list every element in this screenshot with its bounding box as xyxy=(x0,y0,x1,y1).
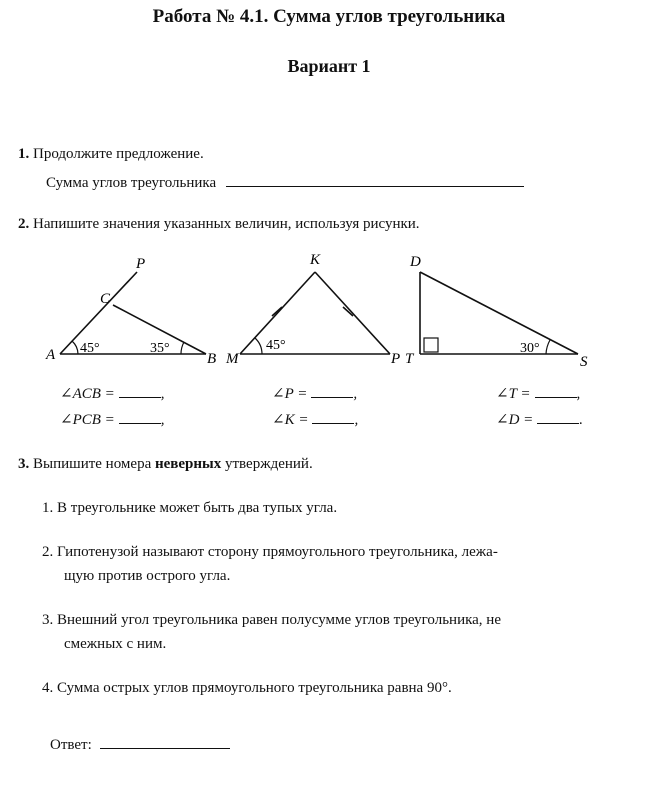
label-s: S xyxy=(580,354,588,370)
answer-pcb-label: ∠PCB = xyxy=(60,412,115,428)
statement-4-text: Сумма острых углов прямоугольного треугольника равна 90°. xyxy=(57,680,452,696)
label-m: M xyxy=(226,351,239,367)
figure2-triangle-mkp xyxy=(225,252,400,367)
right-angle-mark xyxy=(424,338,438,352)
statement-2-number: 2. xyxy=(42,544,54,560)
angle-s-arc xyxy=(546,340,550,354)
segment-ds xyxy=(420,272,578,354)
answer-acb: ∠ACB = , xyxy=(60,386,165,402)
task3-text-bold: неверных xyxy=(154,456,222,472)
statement-1-number: 1. xyxy=(42,500,54,516)
task1-number: 1. xyxy=(18,146,30,162)
answer-label: Ответ: xyxy=(50,737,92,753)
answer-p: ∠P = , xyxy=(272,386,358,402)
answer-t-label: ∠T = xyxy=(496,386,531,402)
statement-2 xyxy=(42,544,498,561)
statement-3-text: Внешний угол треугольника равен полусумме углов треугольника, не xyxy=(57,612,501,628)
statement-1 xyxy=(42,500,337,517)
answer-k-blank[interactable] xyxy=(312,411,354,424)
task3-answer-blank[interactable] xyxy=(100,734,230,749)
answer-t: ∠T = , xyxy=(496,386,581,402)
statement-4-number: 4. xyxy=(42,680,54,696)
angle-a-arc xyxy=(72,341,78,354)
label-t: T xyxy=(405,351,414,367)
angle-b-value: 35° xyxy=(150,341,170,356)
task2-number: 2. xyxy=(18,216,30,232)
statement-3-number: 3. xyxy=(42,612,54,628)
answer-d-blank[interactable] xyxy=(537,411,579,424)
label-p2: P xyxy=(391,351,401,367)
task1-prompt: Сумма углов треугольника xyxy=(46,175,217,191)
statement-3-cont: смежных с ним. xyxy=(64,636,167,652)
answer-k-label: ∠K = xyxy=(272,412,309,428)
answer-d-label: ∠D = xyxy=(496,412,534,428)
label-d: D xyxy=(410,254,421,270)
answer-pcb: ∠PCB = , xyxy=(60,412,165,428)
label-a: A xyxy=(46,347,56,363)
task3-text-pre: Выпишите номера xyxy=(33,456,155,472)
task2-text: Напишите значения указанных величин, используя рисунки. xyxy=(33,216,420,232)
angle-m-value: 45° xyxy=(266,338,286,353)
label-c: C xyxy=(100,291,111,307)
angle-s-value: 30° xyxy=(520,341,540,356)
answer-pcb-blank[interactable] xyxy=(119,411,161,424)
answer-k: ∠K = , xyxy=(272,412,359,428)
task1-text: Продолжите предложение. xyxy=(33,146,204,162)
statement-2-text: Гипотенузой называют сторону прямоугольного треугольника, лежа- xyxy=(57,544,498,560)
answer-p-label: ∠P = xyxy=(272,386,308,402)
task3-heading xyxy=(18,456,313,473)
angle-b-arc xyxy=(181,342,184,354)
answer-row xyxy=(50,734,230,754)
label-p1: P xyxy=(136,256,146,272)
label-k: K xyxy=(310,252,321,268)
figure3-triangle-tds xyxy=(405,254,588,370)
answer-acb-blank[interactable] xyxy=(119,385,161,398)
segment-kp xyxy=(315,272,390,354)
statement-4 xyxy=(42,680,452,697)
variant-title: Вариант 1 xyxy=(287,56,371,76)
label-b: B xyxy=(207,351,217,367)
worksheet-title: Работа № 4.1. Сумма углов треугольника xyxy=(152,6,506,27)
angle-a-value: 45° xyxy=(80,341,100,356)
statement-1-text: В треугольнике может быть два тупых угла. xyxy=(57,500,338,516)
statement-2-cont: щую против острого угла. xyxy=(64,568,231,584)
answer-d: ∠D = . xyxy=(496,412,584,428)
figure1-triangle-abc xyxy=(45,256,216,367)
statement-3 xyxy=(42,612,501,629)
answer-acb-label: ∠ACB = xyxy=(60,386,115,402)
task3-text-post: утверждений. xyxy=(221,456,313,472)
answer-t-blank[interactable] xyxy=(535,385,577,398)
answer-p-blank[interactable] xyxy=(311,385,353,398)
task3-number: 3. xyxy=(18,456,30,472)
angle-m-arc xyxy=(255,338,262,354)
